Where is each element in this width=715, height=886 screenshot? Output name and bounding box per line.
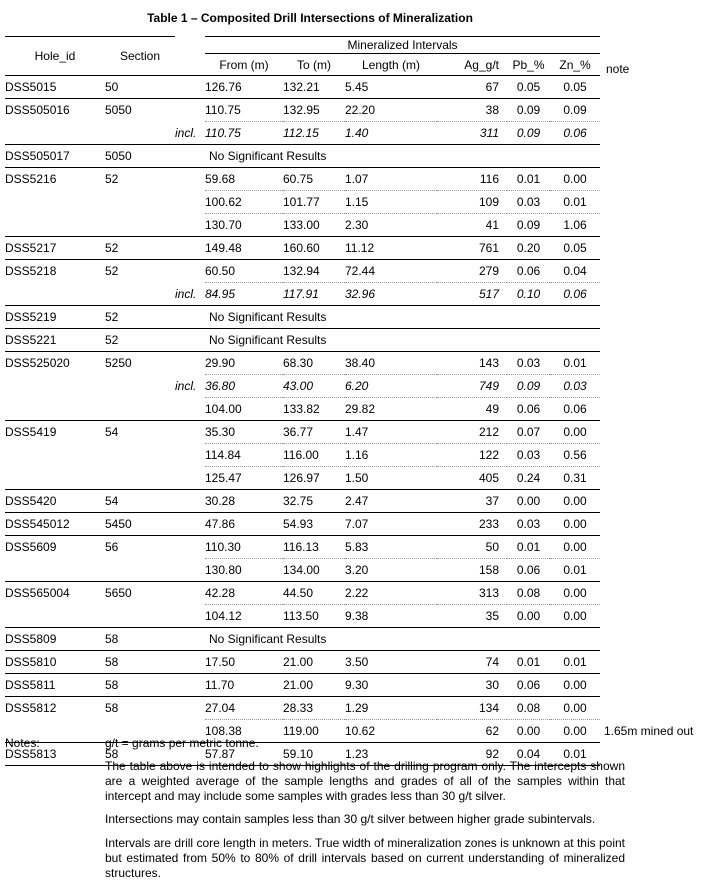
cell-pb: 0.09 — [507, 122, 550, 145]
cell-length: 3.20 — [345, 559, 437, 582]
cell-to: 54.93 — [283, 513, 345, 536]
cell-to: 112.15 — [283, 122, 345, 145]
cell-from: 11.70 — [205, 674, 283, 697]
table-row — [5, 444, 600, 467]
table-row — [5, 697, 600, 720]
cell-section: 58 — [105, 674, 175, 697]
cell-no-significant-results: No Significant Results — [205, 628, 600, 651]
cell-incl: incl. — [175, 125, 197, 140]
cell-hole-id: DSS5812 — [5, 697, 105, 720]
cell-pb: 0.01 — [507, 168, 550, 191]
cell-from: 110.75 — [205, 99, 283, 122]
table-row — [5, 99, 600, 122]
cell-incl — [175, 559, 205, 582]
table-row — [5, 513, 600, 536]
cell-hole-id: DSS525020 — [5, 352, 105, 375]
cell-hole-id: DSS5217 — [5, 237, 105, 260]
cell-zn: 1.06 — [550, 214, 600, 237]
cell-incl — [175, 237, 205, 260]
table-row — [5, 490, 600, 513]
table-row — [5, 467, 600, 490]
cell-from: 84.95 — [205, 283, 283, 306]
cell-ag: 50 — [437, 536, 507, 559]
header-section: Section — [105, 37, 175, 76]
cell-to: 132.95 — [283, 99, 345, 122]
cell-incl — [175, 260, 205, 283]
cell-pb: 0.04 — [507, 743, 550, 766]
cell-length: 5.83 — [345, 536, 437, 559]
cell-zn: 0.00 — [550, 697, 600, 720]
cell-to: 126.97 — [283, 467, 345, 490]
cell-ag: 134 — [437, 697, 507, 720]
cell-ag: 35 — [437, 605, 507, 628]
header-from: From (m) — [205, 54, 283, 76]
note-2: The table above is intended to show highlights of the drilling program only. The intercepts shown are a weighted average of the sample lengths and grades of all of the samples within that intercept and may include some samples with grades less than 30 g/t silver. — [105, 759, 625, 803]
cell-ag: 37 — [437, 490, 507, 513]
cell-from: 27.04 — [205, 697, 283, 720]
cell-section: 54 — [105, 421, 175, 444]
table-row — [5, 260, 600, 283]
cell-section: 58 — [105, 651, 175, 674]
cell-length: 9.38 — [345, 605, 437, 628]
cell-ag: 122 — [437, 444, 507, 467]
cell-pb: 0.03 — [507, 444, 550, 467]
cell-pb: 0.06 — [507, 674, 550, 697]
cell-to: 36.77 — [283, 421, 345, 444]
table-row — [5, 214, 600, 237]
cell-to: 117.91 — [283, 283, 345, 306]
cell-from: 110.30 — [205, 536, 283, 559]
header-ag: Ag_g/t — [437, 54, 507, 76]
cell-section: 56 — [105, 536, 175, 559]
cell-zn: 0.01 — [550, 651, 600, 674]
cell-length: 1.29 — [345, 697, 437, 720]
cell-zn: 0.01 — [550, 559, 600, 582]
cell-length: 2.47 — [345, 490, 437, 513]
cell-zn: 0.00 — [550, 421, 600, 444]
header-mineralized-intervals: Mineralized Intervals — [205, 37, 600, 54]
cell-incl — [175, 467, 205, 490]
cell-hole-id — [5, 191, 105, 214]
cell-to: 119.00 — [283, 720, 345, 743]
cell-section: 52 — [105, 306, 175, 329]
cell-zn: 0.56 — [550, 444, 600, 467]
cell-pb: 0.09 — [507, 214, 550, 237]
cell-incl — [175, 352, 205, 375]
table-row — [5, 145, 600, 168]
cell-pb: 0.20 — [507, 237, 550, 260]
cell-zn: 0.06 — [550, 122, 600, 145]
table-row — [5, 306, 600, 329]
cell-to: 68.30 — [283, 352, 345, 375]
cell-section: 5650 — [105, 582, 175, 605]
cell-length: 9.30 — [345, 674, 437, 697]
cell-incl — [175, 76, 205, 99]
cell-zn: 0.01 — [550, 191, 600, 214]
cell-section — [105, 191, 175, 214]
cell-incl — [175, 421, 205, 444]
cell-ag: 143 — [437, 352, 507, 375]
cell-incl — [175, 651, 205, 674]
cell-from: 29.90 — [205, 352, 283, 375]
cell-incl — [175, 398, 205, 421]
cell-ag: 49 — [437, 398, 507, 421]
cell-to: 116.13 — [283, 536, 345, 559]
cell-to: 101.77 — [283, 191, 345, 214]
cell-section — [105, 467, 175, 490]
cell-to: 44.50 — [283, 582, 345, 605]
cell-length: 6.20 — [345, 375, 437, 398]
cell-ag: 517 — [437, 283, 507, 306]
cell-pb: 0.03 — [507, 352, 550, 375]
cell-from: 126.76 — [205, 76, 283, 99]
cell-section: 52 — [105, 260, 175, 283]
table-row — [5, 283, 600, 306]
cell-incl — [175, 444, 205, 467]
table-row — [5, 605, 600, 628]
cell-from: 57.87 — [205, 743, 283, 766]
cell-from: 104.12 — [205, 605, 283, 628]
cell-pb: 0.01 — [507, 651, 550, 674]
cell-to: 60.75 — [283, 168, 345, 191]
cell-from: 59.68 — [205, 168, 283, 191]
cell-length: 1.47 — [345, 421, 437, 444]
cell-section — [105, 375, 175, 398]
cell-zn: 0.06 — [550, 283, 600, 306]
cell-no-significant-results: No Significant Results — [205, 306, 600, 329]
cell-zn: 0.04 — [550, 260, 600, 283]
cell-ag: 41 — [437, 214, 507, 237]
cell-hole-id — [5, 214, 105, 237]
cell-hole-id — [5, 122, 105, 145]
table-row — [5, 237, 600, 260]
cell-from: 108.38 — [205, 720, 283, 743]
cell-from: 114.84 — [205, 444, 283, 467]
cell-ag: 92 — [437, 743, 507, 766]
table-row — [5, 352, 600, 375]
cell-hole-id: DSS5015 — [5, 76, 105, 99]
cell-incl — [175, 582, 205, 605]
cell-length: 11.12 — [345, 237, 437, 260]
cell-pb: 0.01 — [507, 536, 550, 559]
cell-zn: 0.00 — [550, 168, 600, 191]
cell-zn: 0.31 — [550, 467, 600, 490]
cell-ag: 761 — [437, 237, 507, 260]
cell-hole-id: DSS5419 — [5, 421, 105, 444]
cell-section — [105, 444, 175, 467]
cell-from: 130.70 — [205, 214, 283, 237]
cell-ag: 233 — [437, 513, 507, 536]
cell-section — [105, 398, 175, 421]
cell-zn: 0.03 — [550, 375, 600, 398]
cell-incl — [175, 490, 205, 513]
cell-pb: 0.08 — [507, 697, 550, 720]
cell-length: 72.44 — [345, 260, 437, 283]
cell-length: 1.23 — [345, 743, 437, 766]
drill-intersections-table — [5, 36, 600, 766]
cell-hole-id: DSS5216 — [5, 168, 105, 191]
cell-length: 38.40 — [345, 352, 437, 375]
cell-ag: 405 — [437, 467, 507, 490]
cell-from: 110.75 — [205, 122, 283, 145]
cell-incl — [175, 513, 205, 536]
cell-ag: 279 — [437, 260, 507, 283]
cell-no-significant-results: No Significant Results — [205, 145, 600, 168]
cell-section: 50 — [105, 76, 175, 99]
cell-ag: 116 — [437, 168, 507, 191]
cell-zn: 0.00 — [550, 582, 600, 605]
cell-ag: 212 — [437, 421, 507, 444]
table-row — [5, 421, 600, 444]
cell-ag: 38 — [437, 99, 507, 122]
table-row — [5, 398, 600, 421]
cell-ag: 30 — [437, 674, 507, 697]
cell-to: 43.00 — [283, 375, 345, 398]
cell-to: 133.00 — [283, 214, 345, 237]
cell-to: 132.21 — [283, 76, 345, 99]
cell-hole-id: DSS505017 — [5, 145, 105, 168]
cell-hole-id: DSS5810 — [5, 651, 105, 674]
cell-pb: 0.00 — [507, 490, 550, 513]
note-4: Intervals are drill core length in meters. True width of mineralization zones is unknown at this point but estimated from 50% to 80% of drill intervals based on current understanding of mineralized structures. — [105, 836, 625, 880]
cell-length: 2.30 — [345, 214, 437, 237]
cell-from: 42.28 — [205, 582, 283, 605]
header-pb: Pb_% — [507, 54, 550, 76]
cell-from: 100.62 — [205, 191, 283, 214]
cell-from: 35.30 — [205, 421, 283, 444]
cell-length: 29.82 — [345, 398, 437, 421]
cell-to: 28.33 — [283, 697, 345, 720]
row-note: 1.65m mined out — [604, 723, 694, 738]
cell-pb: 0.06 — [507, 559, 550, 582]
cell-pb: 0.06 — [507, 260, 550, 283]
cell-zn: 0.06 — [550, 398, 600, 421]
table-row — [5, 76, 600, 99]
cell-section — [105, 605, 175, 628]
cell-pb: 0.05 — [507, 76, 550, 99]
table-body — [5, 76, 600, 766]
cell-incl — [175, 191, 205, 214]
header-length: Length (m) — [345, 54, 437, 76]
cell-section: 54 — [105, 490, 175, 513]
cell-incl — [175, 536, 205, 559]
cell-from: 130.80 — [205, 559, 283, 582]
notes-label: Notes: — [5, 736, 40, 750]
cell-zn: 0.00 — [550, 513, 600, 536]
cell-hole-id: DSS505016 — [5, 99, 105, 122]
header-note: note — [606, 62, 630, 76]
cell-section — [105, 283, 175, 306]
cell-incl — [175, 674, 205, 697]
cell-section — [105, 559, 175, 582]
header-to: To (m) — [283, 54, 345, 76]
cell-zn: 0.05 — [550, 237, 600, 260]
note-1: g/t = grams per metric tonne. — [105, 736, 259, 750]
cell-zn: 0.00 — [550, 536, 600, 559]
cell-length: 7.07 — [345, 513, 437, 536]
cell-from: 60.50 — [205, 260, 283, 283]
cell-incl — [175, 168, 205, 191]
cell-from: 104.00 — [205, 398, 283, 421]
cell-from: 36.80 — [205, 375, 283, 398]
cell-section: 52 — [105, 237, 175, 260]
cell-length: 1.15 — [345, 191, 437, 214]
cell-no-significant-results: No Significant Results — [205, 329, 600, 352]
cell-ag: 74 — [437, 651, 507, 674]
cell-length: 1.50 — [345, 467, 437, 490]
cell-ag: 749 — [437, 375, 507, 398]
cell-hole-id — [5, 605, 105, 628]
cell-ag: 109 — [437, 191, 507, 214]
cell-ag: 311 — [437, 122, 507, 145]
cell-to: 116.00 — [283, 444, 345, 467]
cell-hole-id: DSS5420 — [5, 490, 105, 513]
table-row — [5, 628, 600, 651]
cell-pb: 0.09 — [507, 99, 550, 122]
cell-zn: 0.00 — [550, 720, 600, 743]
cell-incl — [175, 214, 205, 237]
cell-hole-id: DSS5221 — [5, 329, 105, 352]
cell-section: 58 — [105, 697, 175, 720]
cell-ag: 313 — [437, 582, 507, 605]
cell-hole-id: DSS5609 — [5, 536, 105, 559]
cell-length: 3.50 — [345, 651, 437, 674]
cell-length: 2.22 — [345, 582, 437, 605]
cell-length: 1.07 — [345, 168, 437, 191]
cell-section: 58 — [105, 743, 175, 766]
cell-incl: incl. — [175, 286, 197, 301]
cell-hole-id — [5, 375, 105, 398]
cell-hole-id: DSS5218 — [5, 260, 105, 283]
cell-hole-id: DSS5813 — [5, 743, 105, 766]
cell-to: 21.00 — [283, 674, 345, 697]
cell-from: 17.50 — [205, 651, 283, 674]
cell-incl — [175, 697, 205, 720]
cell-section: 5450 — [105, 513, 175, 536]
cell-ag: 67 — [437, 76, 507, 99]
cell-zn: 0.01 — [550, 743, 600, 766]
cell-hole-id — [5, 283, 105, 306]
cell-from: 47.86 — [205, 513, 283, 536]
cell-hole-id — [5, 559, 105, 582]
cell-to: 113.50 — [283, 605, 345, 628]
cell-length: 1.40 — [345, 122, 437, 145]
cell-section — [105, 214, 175, 237]
cell-to: 32.75 — [283, 490, 345, 513]
cell-to: 160.60 — [283, 237, 345, 260]
cell-section: 5050 — [105, 145, 175, 168]
cell-hole-id: DSS565004 — [5, 582, 105, 605]
cell-length: 32.96 — [345, 283, 437, 306]
cell-pb: 0.09 — [507, 375, 550, 398]
cell-length: 1.16 — [345, 444, 437, 467]
note-3: Intersections may contain samples less than 30 g/t silver between higher grade subintervals. — [105, 812, 596, 826]
cell-zn: 0.05 — [550, 76, 600, 99]
cell-to: 132.94 — [283, 260, 345, 283]
cell-incl — [175, 99, 205, 122]
cell-section: 58 — [105, 628, 175, 651]
table-row — [5, 674, 600, 697]
cell-length: 22.20 — [345, 99, 437, 122]
table-row — [5, 559, 600, 582]
cell-pb: 0.07 — [507, 421, 550, 444]
cell-zn: 0.09 — [550, 99, 600, 122]
cell-length: 10.62 — [345, 720, 437, 743]
cell-hole-id — [5, 467, 105, 490]
cell-to: 133.82 — [283, 398, 345, 421]
header-zn: Zn_% — [550, 54, 600, 76]
cell-hole-id: DSS5219 — [5, 306, 105, 329]
cell-incl: incl. — [175, 379, 197, 393]
cell-pb: 0.00 — [507, 605, 550, 628]
cell-from: 30.28 — [205, 490, 283, 513]
cell-to: 59.10 — [283, 743, 345, 766]
cell-hole-id — [5, 444, 105, 467]
table-row — [5, 191, 600, 214]
table-title: Table 1 – Composited Drill Intersections of Mineralization — [147, 11, 473, 25]
cell-ag: 158 — [437, 559, 507, 582]
table-row — [5, 375, 600, 398]
cell-zn: 0.00 — [550, 674, 600, 697]
cell-from: 149.48 — [205, 237, 283, 260]
cell-zn: 0.01 — [550, 352, 600, 375]
cell-to: 134.00 — [283, 559, 345, 582]
table-row — [5, 582, 600, 605]
cell-hole-id: DSS545012 — [5, 513, 105, 536]
cell-length: 5.45 — [345, 76, 437, 99]
cell-section: 52 — [105, 329, 175, 352]
table-row — [5, 168, 600, 191]
cell-section: 5250 — [105, 352, 175, 375]
cell-pb: 0.08 — [507, 582, 550, 605]
cell-section: 5050 — [105, 99, 175, 122]
cell-ag: 62 — [437, 720, 507, 743]
table-row — [5, 329, 600, 352]
cell-from: 125.47 — [205, 467, 283, 490]
cell-section — [105, 122, 175, 145]
cell-zn: 0.00 — [550, 490, 600, 513]
cell-section: 52 — [105, 168, 175, 191]
cell-hole-id: DSS5809 — [5, 628, 105, 651]
cell-pb: 0.10 — [507, 283, 550, 306]
header-hole-id: Hole_id — [5, 37, 105, 76]
cell-zn: 0.00 — [550, 605, 600, 628]
cell-hole-id — [5, 398, 105, 421]
cell-to: 21.00 — [283, 651, 345, 674]
cell-hole-id: DSS5811 — [5, 674, 105, 697]
table-row — [5, 651, 600, 674]
cell-pb: 0.03 — [507, 513, 550, 536]
cell-pb: 0.06 — [507, 398, 550, 421]
cell-pb: 0.00 — [507, 720, 550, 743]
table-row — [5, 122, 600, 145]
cell-incl — [175, 605, 205, 628]
cell-pb: 0.24 — [507, 467, 550, 490]
table-row — [5, 536, 600, 559]
cell-pb: 0.03 — [507, 191, 550, 214]
